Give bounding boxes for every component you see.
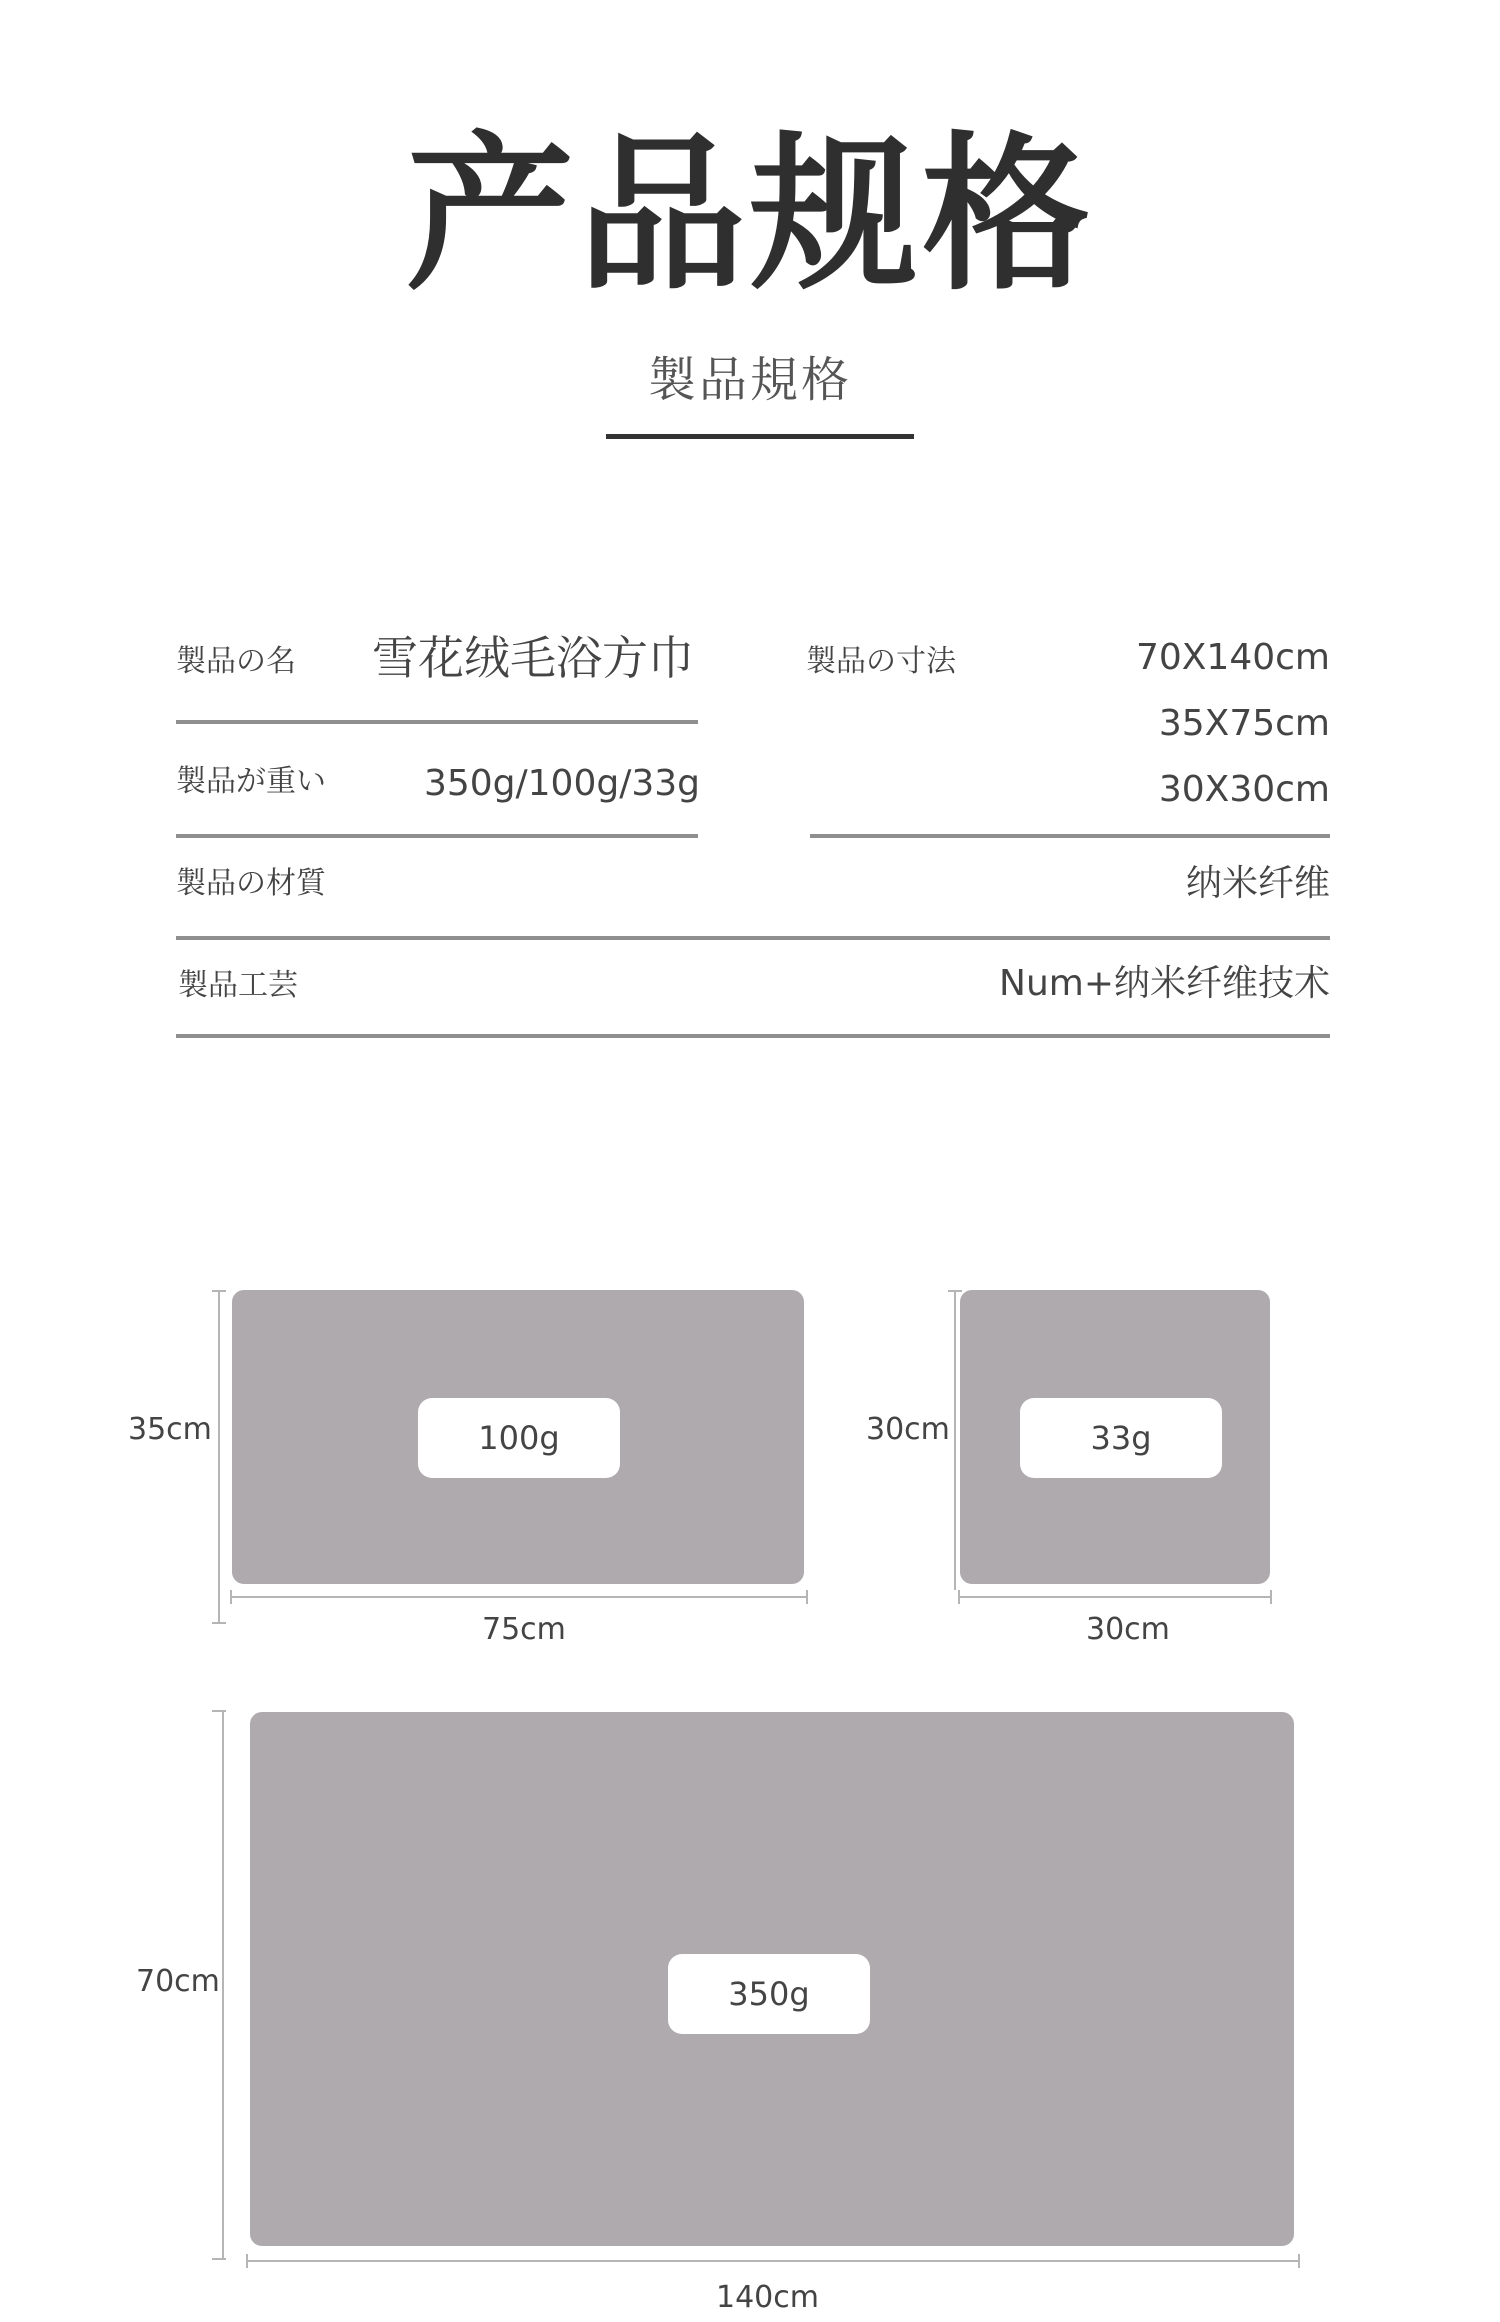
weight-badge-small: 33g: [1020, 1398, 1222, 1478]
material-label: 製品の材質: [176, 866, 326, 901]
height-dimension-line: [222, 1710, 224, 2260]
height-label-medium: 35cm: [128, 1412, 212, 1447]
width-dimension-line: [246, 2260, 1300, 2262]
divider-name: [176, 720, 698, 724]
weight-badge-large: 350g: [668, 1954, 870, 2034]
dim-tick: [1298, 2254, 1300, 2268]
height-dimension-line: [954, 1290, 956, 1590]
page-subtitle: 製品規格: [647, 352, 852, 408]
width-label-large: 140cm: [716, 2280, 819, 2315]
divider-size: [810, 834, 1330, 838]
page-title: 产品规格: [406, 117, 1094, 313]
width-dimension-line: [958, 1596, 1272, 1598]
craft-value: Num+纳米纤维技术: [999, 963, 1330, 1004]
material-value: 纳米纤维: [1185, 863, 1330, 904]
divider-material: [176, 936, 1330, 940]
name-label: 製品の名: [176, 644, 296, 679]
dim-tick: [1270, 1590, 1272, 1604]
spec-table: [0, 0, 1500, 1100]
weight-badge-medium: 100g: [418, 1398, 620, 1478]
divider-weight: [176, 834, 698, 838]
height-label-large: 70cm: [136, 1964, 220, 1999]
height-label-small: 30cm: [866, 1412, 950, 1447]
size-value-large: 70X140cm: [1135, 637, 1330, 678]
size-value-small: 30X30cm: [1158, 769, 1330, 810]
width-label-medium: 75cm: [482, 1612, 566, 1647]
divider-craft: [176, 1034, 1330, 1038]
towel-diagram-small: [0, 1250, 1500, 1670]
weight-value: 350g/100g/33g: [423, 763, 700, 804]
craft-label: 製品工芸: [178, 968, 298, 1003]
size-label: 製品の寸法: [806, 644, 956, 679]
name-value: 雪花绒毛浴方巾: [372, 631, 694, 685]
size-value-medium: 35X75cm: [1158, 703, 1330, 744]
dim-tick: [212, 2258, 226, 2260]
width-label-small: 30cm: [1086, 1612, 1170, 1647]
weight-label: 製品が重い: [176, 764, 326, 799]
towel-diagram-large: [0, 1700, 1500, 2322]
